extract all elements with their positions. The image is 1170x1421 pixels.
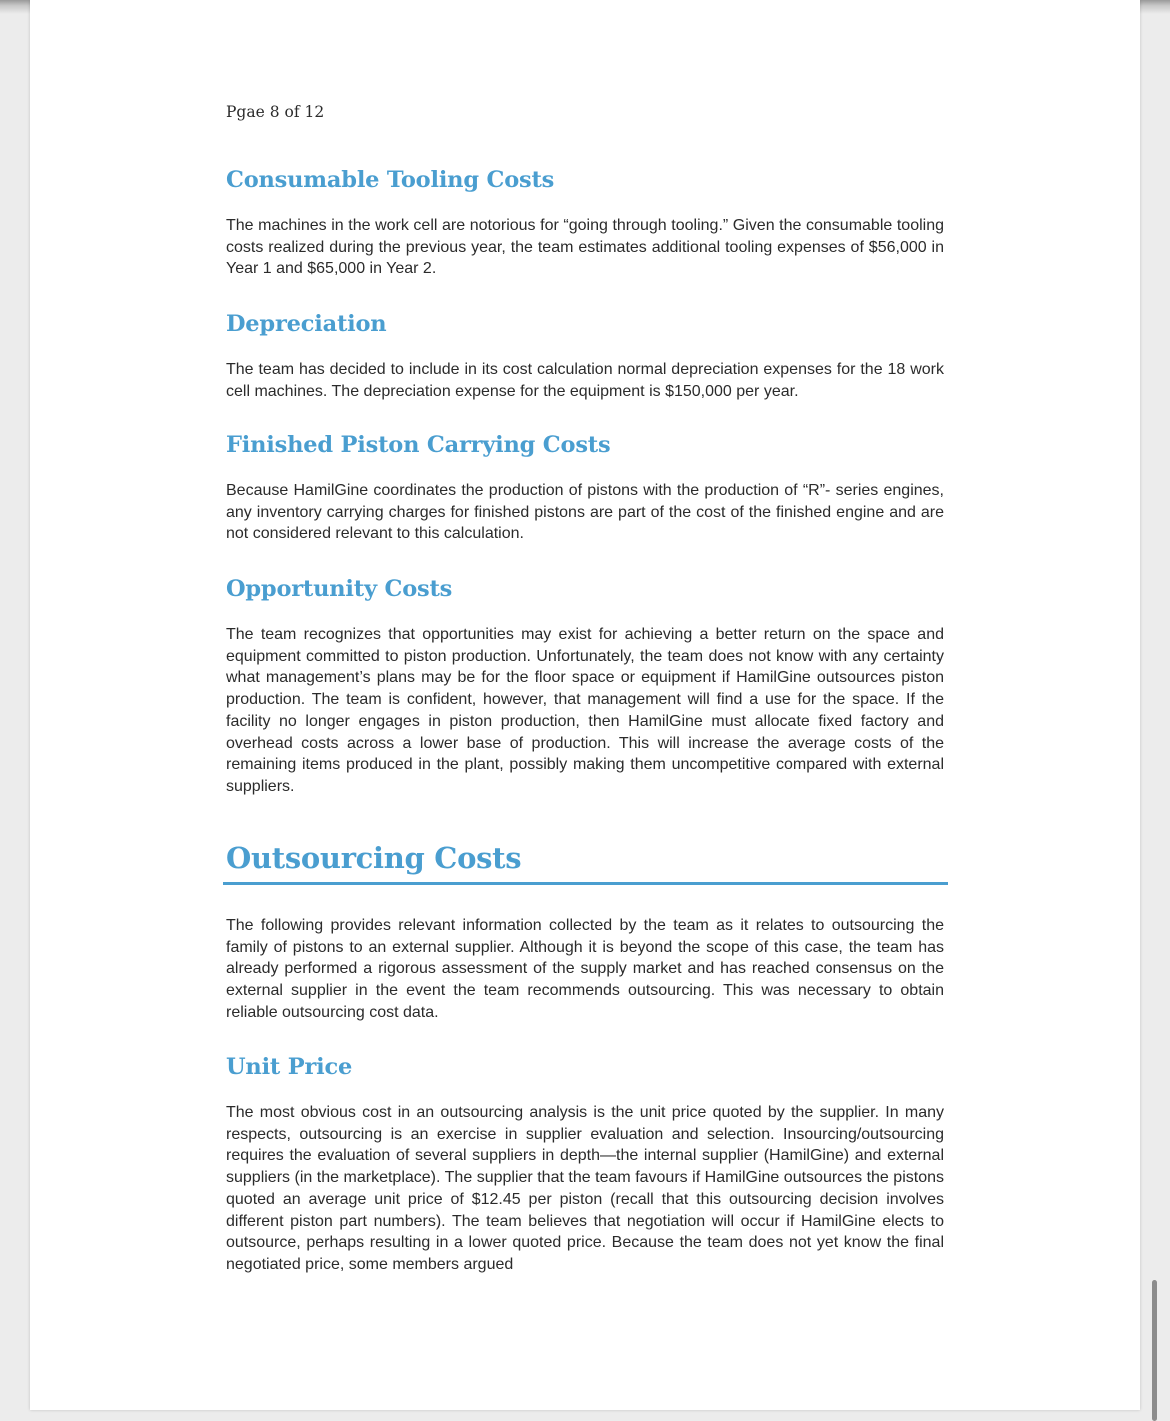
- heading-unit-price: Unit Price: [226, 1054, 353, 1080]
- section-divider-rule: [223, 882, 948, 885]
- heading-consumable-tooling-costs: Consumable Tooling Costs: [226, 167, 555, 193]
- paragraph-consumable-tooling-costs: The machines in the work cell are notorious for “going through tooling.” Given the consumable tooling costs realized during the previous year, the team estimates additional tooling expenses of $56,000 in Year 1 and $65,000 in Year 2.: [226, 217, 944, 278]
- vertical-scrollbar-thumb[interactable]: [1152, 1280, 1157, 1421]
- paragraph-depreciation: The team has decided to include in its cost calculation normal depreciation expenses for the 18 work cell machines. The depreciation expense for the equipment is $150,000 per year.: [226, 361, 944, 400]
- heading-depreciation: Depreciation: [226, 311, 387, 337]
- paragraph-opportunity-costs: The team recognizes that opportunities may exist for achieving a better return on the space and equipment committed to piston production. Unfortunately, the team does not know with any certainty what management’s plans may be for the floor space or equipment if HamilGine outsources piston production. The team is confident, however, that management will find a use for the space. If the facility no longer engages in piston production, then HamilGine must allocate fixed factory and overhead costs across a lower base of production. This will increase the average costs of the remaining items produced in the plant, possibly making them uncompetitive compared with external suppliers.: [226, 626, 944, 795]
- page-number-label: Pgae 8 of 12: [226, 103, 325, 121]
- paragraph-finished-piston-carrying-costs: Because HamilGine coordinates the production of pistons with the production of “R”- series engines, any inventory carrying charges for finished pistons are part of the cost of the finished engine and are not considered relevant to this calculation.: [226, 482, 944, 543]
- paragraph-outsourcing-costs: The following provides relevant information collected by the team as it relates to outsourcing the family of pistons to an external supplier. Although it is beyond the scope of this case, the team has already performed a rigorous assessment of the supply market and has reached consensus on the external supplier in the event the team recommends outsourcing. This was necessary to obtain reliable outsourcing cost data.: [226, 917, 944, 1021]
- heading-outsourcing-costs: Outsourcing Costs: [226, 841, 522, 875]
- document-page: [30, 0, 1140, 1410]
- paragraph-unit-price: The most obvious cost in an outsourcing analysis is the unit price quoted by the supplier. In many respects, outsourcing is an exercise in supplier evaluation and selection. Insourcing/outsourcing requires the evaluation of several suppliers in depth—the internal supplier (HamilGine) and external suppliers (in the marketplace). The supplier that the team favours if HamilGine outsources the pistons quoted an average unit price of $12.45 per piston (recall that this outsourcing decision involves different piston part numbers). The team believes that negotiation will occur if HamilGine elects to outsource, perhaps resulting in a lower quoted price. Because the team does not yet know the final negotiated price, some members argued: [226, 1104, 944, 1273]
- heading-finished-piston-carrying-costs: Finished Piston Carrying Costs: [226, 432, 611, 458]
- heading-opportunity-costs: Opportunity Costs: [226, 576, 453, 602]
